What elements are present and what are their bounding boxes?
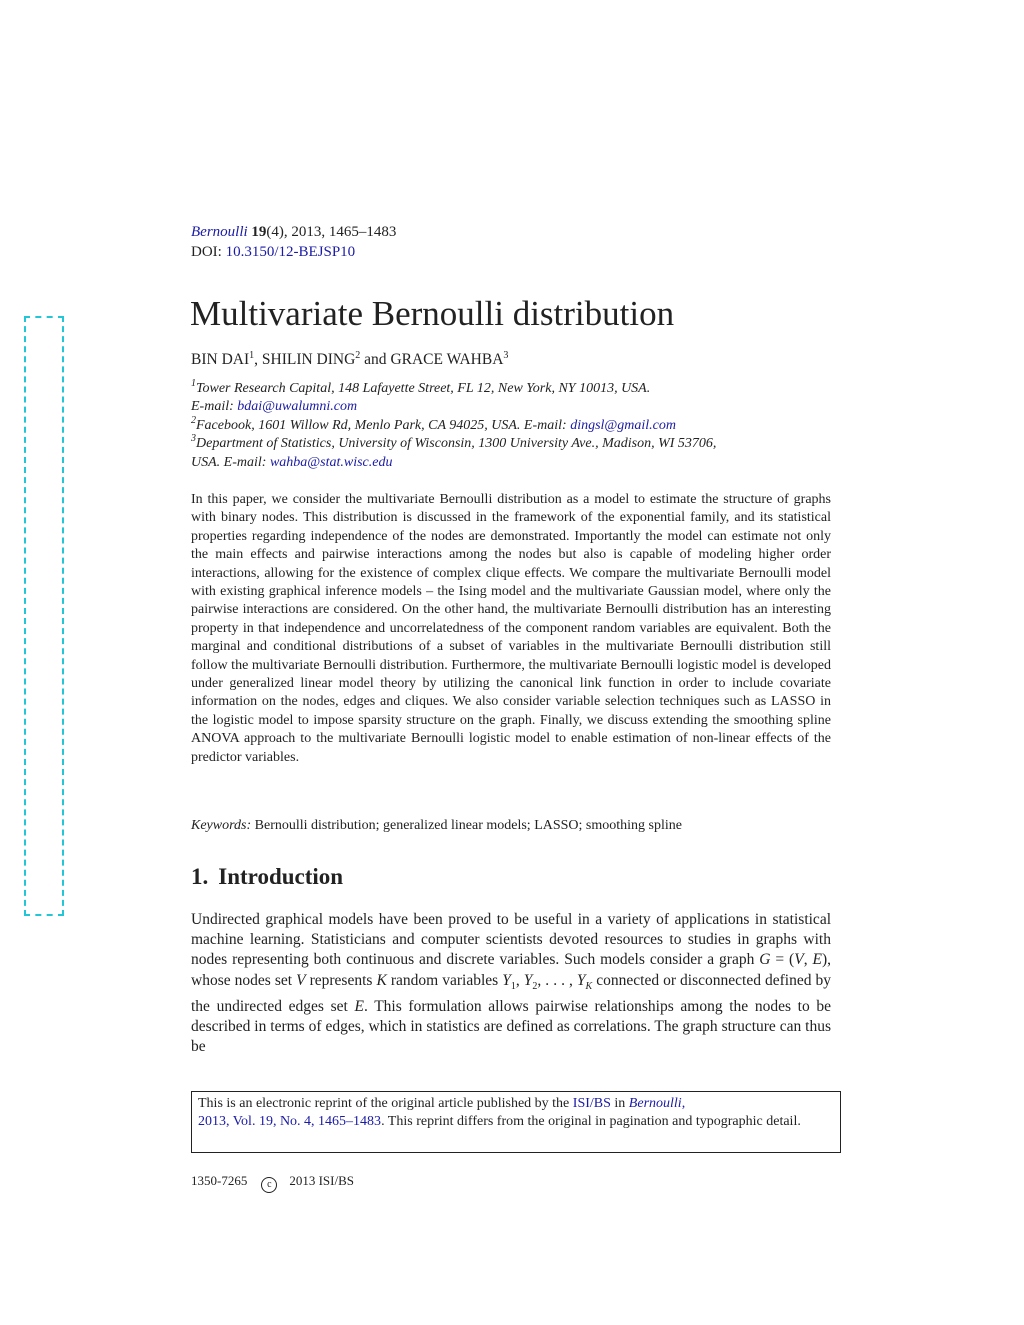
affiliation-1 [191, 380, 841, 398]
affiliation-3-email [191, 454, 841, 472]
doi-link[interactable]: 10.3150/12-BEJSP10 [225, 244, 356, 260]
math-subscript: 1 [510, 980, 516, 992]
affiliations [191, 380, 841, 472]
body-text: . This formulation allows pairwise relationships among the nodes to be described in terms of edges, which in statistics are defined as correlations. The graph structure can thus be [191, 997, 831, 1056]
math-operator: = ( [770, 951, 795, 969]
section-number: 1. [191, 864, 209, 889]
journal-name-link[interactable]: Bernoulli [191, 224, 248, 240]
notice-text: . This reprint differs from the original in pagination and typographic detail. [381, 1114, 801, 1130]
math-subscript: K [585, 980, 593, 992]
body-text: connected or disconnected defined by the undirected edges set [191, 971, 832, 1015]
email-link[interactable]: bdai@uwalumni.com [237, 399, 358, 415]
journal-citation [191, 222, 396, 262]
affiliation-2 [191, 414, 841, 435]
journal-link[interactable]: Bernoulli [628, 1096, 682, 1111]
body-text: Undirected graphical models have been proved to be useful in a variety of applications in statistical machine learning. Statisticians and computer scientists devoted resources to studies in graphs with nodes representing both continuous and discrete variables. Such models consider a graph [191, 911, 831, 969]
arxiv-stamp-frame [24, 316, 64, 916]
copyright-holder: 2013 ISI/BS [289, 1173, 354, 1188]
notice-text: , [681, 1096, 686, 1111]
math-symbol: K [376, 971, 387, 989]
reprint-notice-box [191, 1091, 841, 1153]
author-separator: , [254, 351, 262, 368]
affiliation-text: Facebook, 1601 Willow Rd, Menlo Park, CA 94025, USA. E-mail: [196, 417, 571, 433]
paper-title: Multivariate Bernoulli distribution [190, 294, 675, 333]
author-affiliation-marker: 2 [355, 350, 361, 361]
math-symbol: Y [502, 971, 511, 989]
keywords-text: Bernoulli distribution; generalized linear models; LASSO; smoothing spline [251, 818, 682, 833]
isibs-link[interactable]: ISI/BS [572, 1096, 611, 1111]
math-symbol: E [354, 997, 364, 1015]
math-symbol: V [794, 951, 804, 969]
math-operator: , [515, 971, 524, 989]
affiliation-text: Tower Research Capital, 148 Lafayette Street, FL 12, New York, NY 10013, USA. [196, 381, 651, 396]
section-heading [191, 862, 343, 892]
math-symbol: V [296, 971, 306, 989]
math-symbol: E [812, 951, 822, 969]
keywords [191, 817, 831, 835]
email-link[interactable]: dingsl@gmail.com [570, 417, 677, 433]
journal-issue-pages: (4), 2013, 1465–1483 [266, 224, 397, 240]
math-subscript: 2 [532, 980, 538, 992]
math-operator: , [803, 951, 813, 969]
keywords-label: Keywords: [191, 818, 252, 833]
affiliation-marker: 3 [191, 433, 196, 445]
section-title: Introduction [218, 864, 344, 889]
email-label: E-mail: [191, 399, 238, 415]
affiliation-1-email [191, 398, 841, 416]
page-footer [191, 1172, 354, 1193]
citation-link[interactable]: 2013, Vol. 19, No. 4, 1465–1483 [198, 1114, 382, 1130]
author-name: GRACE WAHBA [390, 351, 504, 368]
issn: 1350-7265 [191, 1173, 248, 1188]
math-symbol: Y [523, 971, 533, 989]
body-text: random variables [386, 971, 503, 989]
affiliation-marker: 1 [191, 378, 196, 389]
author-name: SHILIN DING [261, 351, 356, 368]
affiliation-marker: 2 [191, 414, 196, 426]
copyright-icon: c [261, 1177, 277, 1193]
doi-label: DOI: [191, 244, 222, 260]
affiliation-text: Department of Statistics, University of Wisconsin, 1300 University Ave., Madison, WI 53706, [196, 436, 717, 452]
journal-volume: 19 [251, 224, 267, 240]
email-link[interactable]: wahba@stat.wisc.edu [269, 454, 393, 470]
affiliation-3 [191, 435, 841, 453]
math-symbol: G [759, 951, 771, 969]
body-text: ), whose nodes set [191, 951, 831, 989]
notice-text: in [610, 1096, 629, 1111]
body-text: represents [305, 971, 377, 989]
notice-text: This is an electronic reprint of the original article published by the [198, 1096, 573, 1111]
math-symbol: Y [576, 971, 586, 989]
abstract: In this paper, we consider the multivariate Bernoulli distribution as a model to estimate the structure of graphs with binary nodes. This distribution is discussed in the framework of the exponential family, and its statistical properties regarding independence of the nodes are demonstrated. Importantly the model can estimate not only the main effects and pairwise interactions among the nodes but also is capable of modeling higher order interactions, allowing for the existence of complex clique effects. We compare the multivariate Bernoulli model with existing graphical inference models – the Ising model and the multivariate Gaussian model, where only the pairwise interactions are considered. On the other hand, the multivariate Bernoulli distribution has an interesting property in that independence and uncorrelatedness of the component random variables are equivalent. Both the marginal and conditional distributions of a subset of variables in the multivariate Bernoulli distribution still follow the multivariate Bernoulli distribution. Furthermore, the multivariate Bernoulli logistic model is developed under generalized linear model theory by utilizing the canonical link function in order to include covariate information on the nodes, edges and cliques. We also consider variable selection techniques such as LASSO in the logistic model to impose sparsity structure on the graph. Finally, we discuss extending the smoothing spline ANOVA approach to the multivariate Bernoulli logistic model to enable estimation of non-linear effects of the predictor variables. [191, 492, 831, 765]
intro-paragraph [191, 910, 831, 1058]
math-operator: , . . . , [537, 971, 577, 989]
author-affiliation-marker: 1 [249, 350, 255, 361]
author-affiliation-marker: 3 [503, 350, 509, 361]
author-name: BIN DAI [191, 351, 250, 368]
affiliation-text: USA. E-mail: [191, 454, 270, 470]
author-list [191, 350, 508, 370]
author-separator: and [360, 351, 391, 368]
